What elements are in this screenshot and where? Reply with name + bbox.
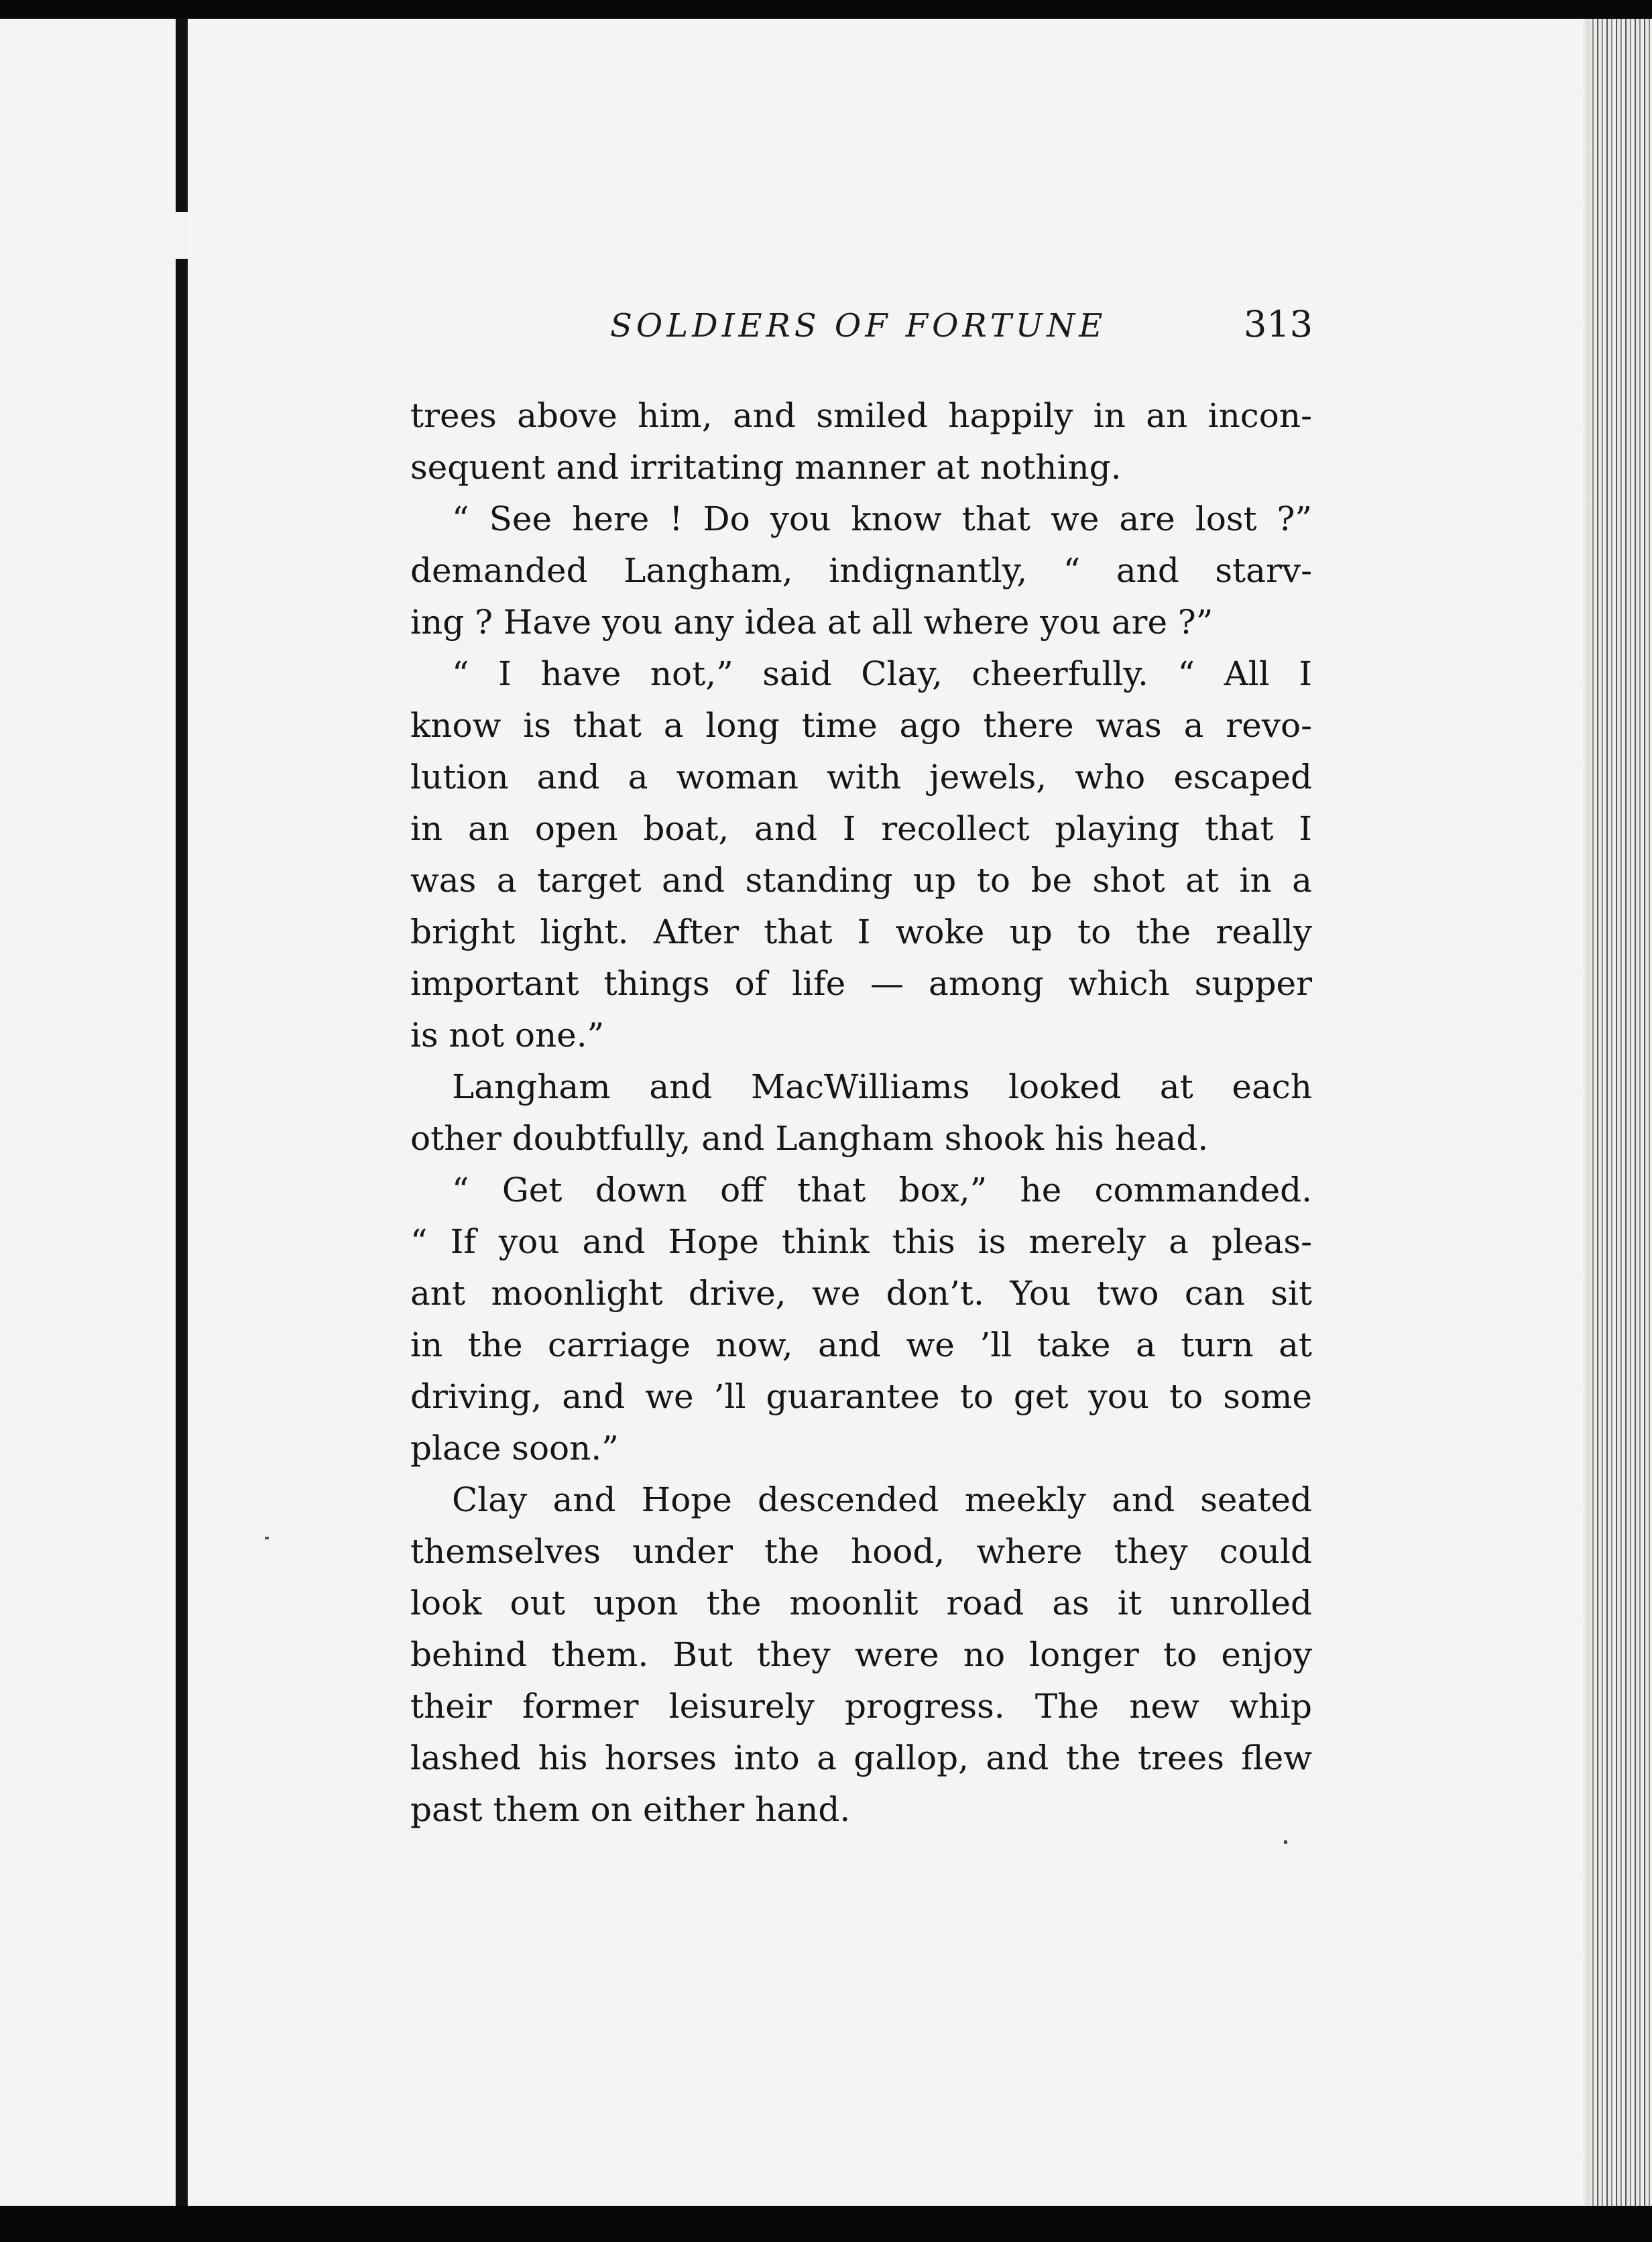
- text-line: was a target and standing up to be shot at in a: [410, 861, 1312, 900]
- text-line: “ See here ! Do you know that we are lost ?”: [452, 499, 1312, 538]
- text-line: driving, and we ’ll guarantee to get you to some: [410, 1377, 1312, 1416]
- text-line: Clay and Hope descended meekly and seated: [452, 1480, 1312, 1519]
- text-line: know is that a long time ago there was a revo-: [410, 706, 1312, 745]
- text-line: Langham and MacWilliams looked at each: [452, 1067, 1312, 1106]
- text-line: is not one.”: [410, 1016, 605, 1055]
- text-line: important things of life — among which supper: [410, 964, 1312, 1003]
- text-line: in an open boat, and I recollect playing that I: [410, 809, 1312, 848]
- scan-speck: [265, 1537, 269, 1539]
- previous-page-edge: [0, 19, 176, 2206]
- text-line: bright light. After that I woke up to the really: [410, 912, 1312, 951]
- text-line: past them on either hand.: [410, 1790, 851, 1829]
- page-stack-edges: [1589, 19, 1652, 2206]
- text-line: ing ? Have you any idea at all where you are ?”: [410, 603, 1214, 642]
- text-line: sequent and irritating manner at nothing.: [410, 448, 1122, 487]
- scan-speck: [1284, 1840, 1287, 1844]
- page-number: 313: [1244, 303, 1313, 345]
- page-body-text: [410, 390, 1312, 1836]
- text-line: lution and a woman with jewels, who escaped: [410, 758, 1312, 796]
- text-line: “ If you and Hope think this is merely a pleas-: [410, 1222, 1312, 1261]
- text-line: themselves under the hood, where they could: [410, 1532, 1312, 1571]
- text-line: place soon.”: [410, 1429, 619, 1468]
- scan-border-bottom: [0, 2206, 1652, 2242]
- text-line: demanded Langham, indignantly, “ and starv-: [410, 551, 1312, 590]
- text-line: trees above him, and smiled happily in an incon-: [410, 396, 1312, 435]
- gutter-gap: [176, 212, 188, 259]
- scan-border-top: [0, 0, 1652, 19]
- text-line: their former leisurely progress. The new whip: [410, 1687, 1312, 1726]
- text-line: look out upon the moonlit road as it unrolled: [410, 1584, 1312, 1622]
- text-line: “ Get down off that box,” he commanded.: [452, 1171, 1312, 1210]
- text-line: other doubtfully, and Langham shook his head.: [410, 1119, 1209, 1158]
- text-line: behind them. But they were no longer to enjoy: [410, 1635, 1312, 1674]
- text-line: in the carriage now, and we ’ll take a turn at: [410, 1325, 1312, 1364]
- running-head: SOLDIERS OF FORTUNE: [610, 307, 1107, 345]
- text-line: lashed his horses into a gallop, and the trees flew: [410, 1738, 1312, 1777]
- text-line: ant moonlight drive, we don’t. You two can sit: [410, 1274, 1312, 1313]
- text-line: “ I have not,” said Clay, cheerfully. “ All I: [452, 654, 1312, 693]
- book-gutter: [176, 19, 188, 2206]
